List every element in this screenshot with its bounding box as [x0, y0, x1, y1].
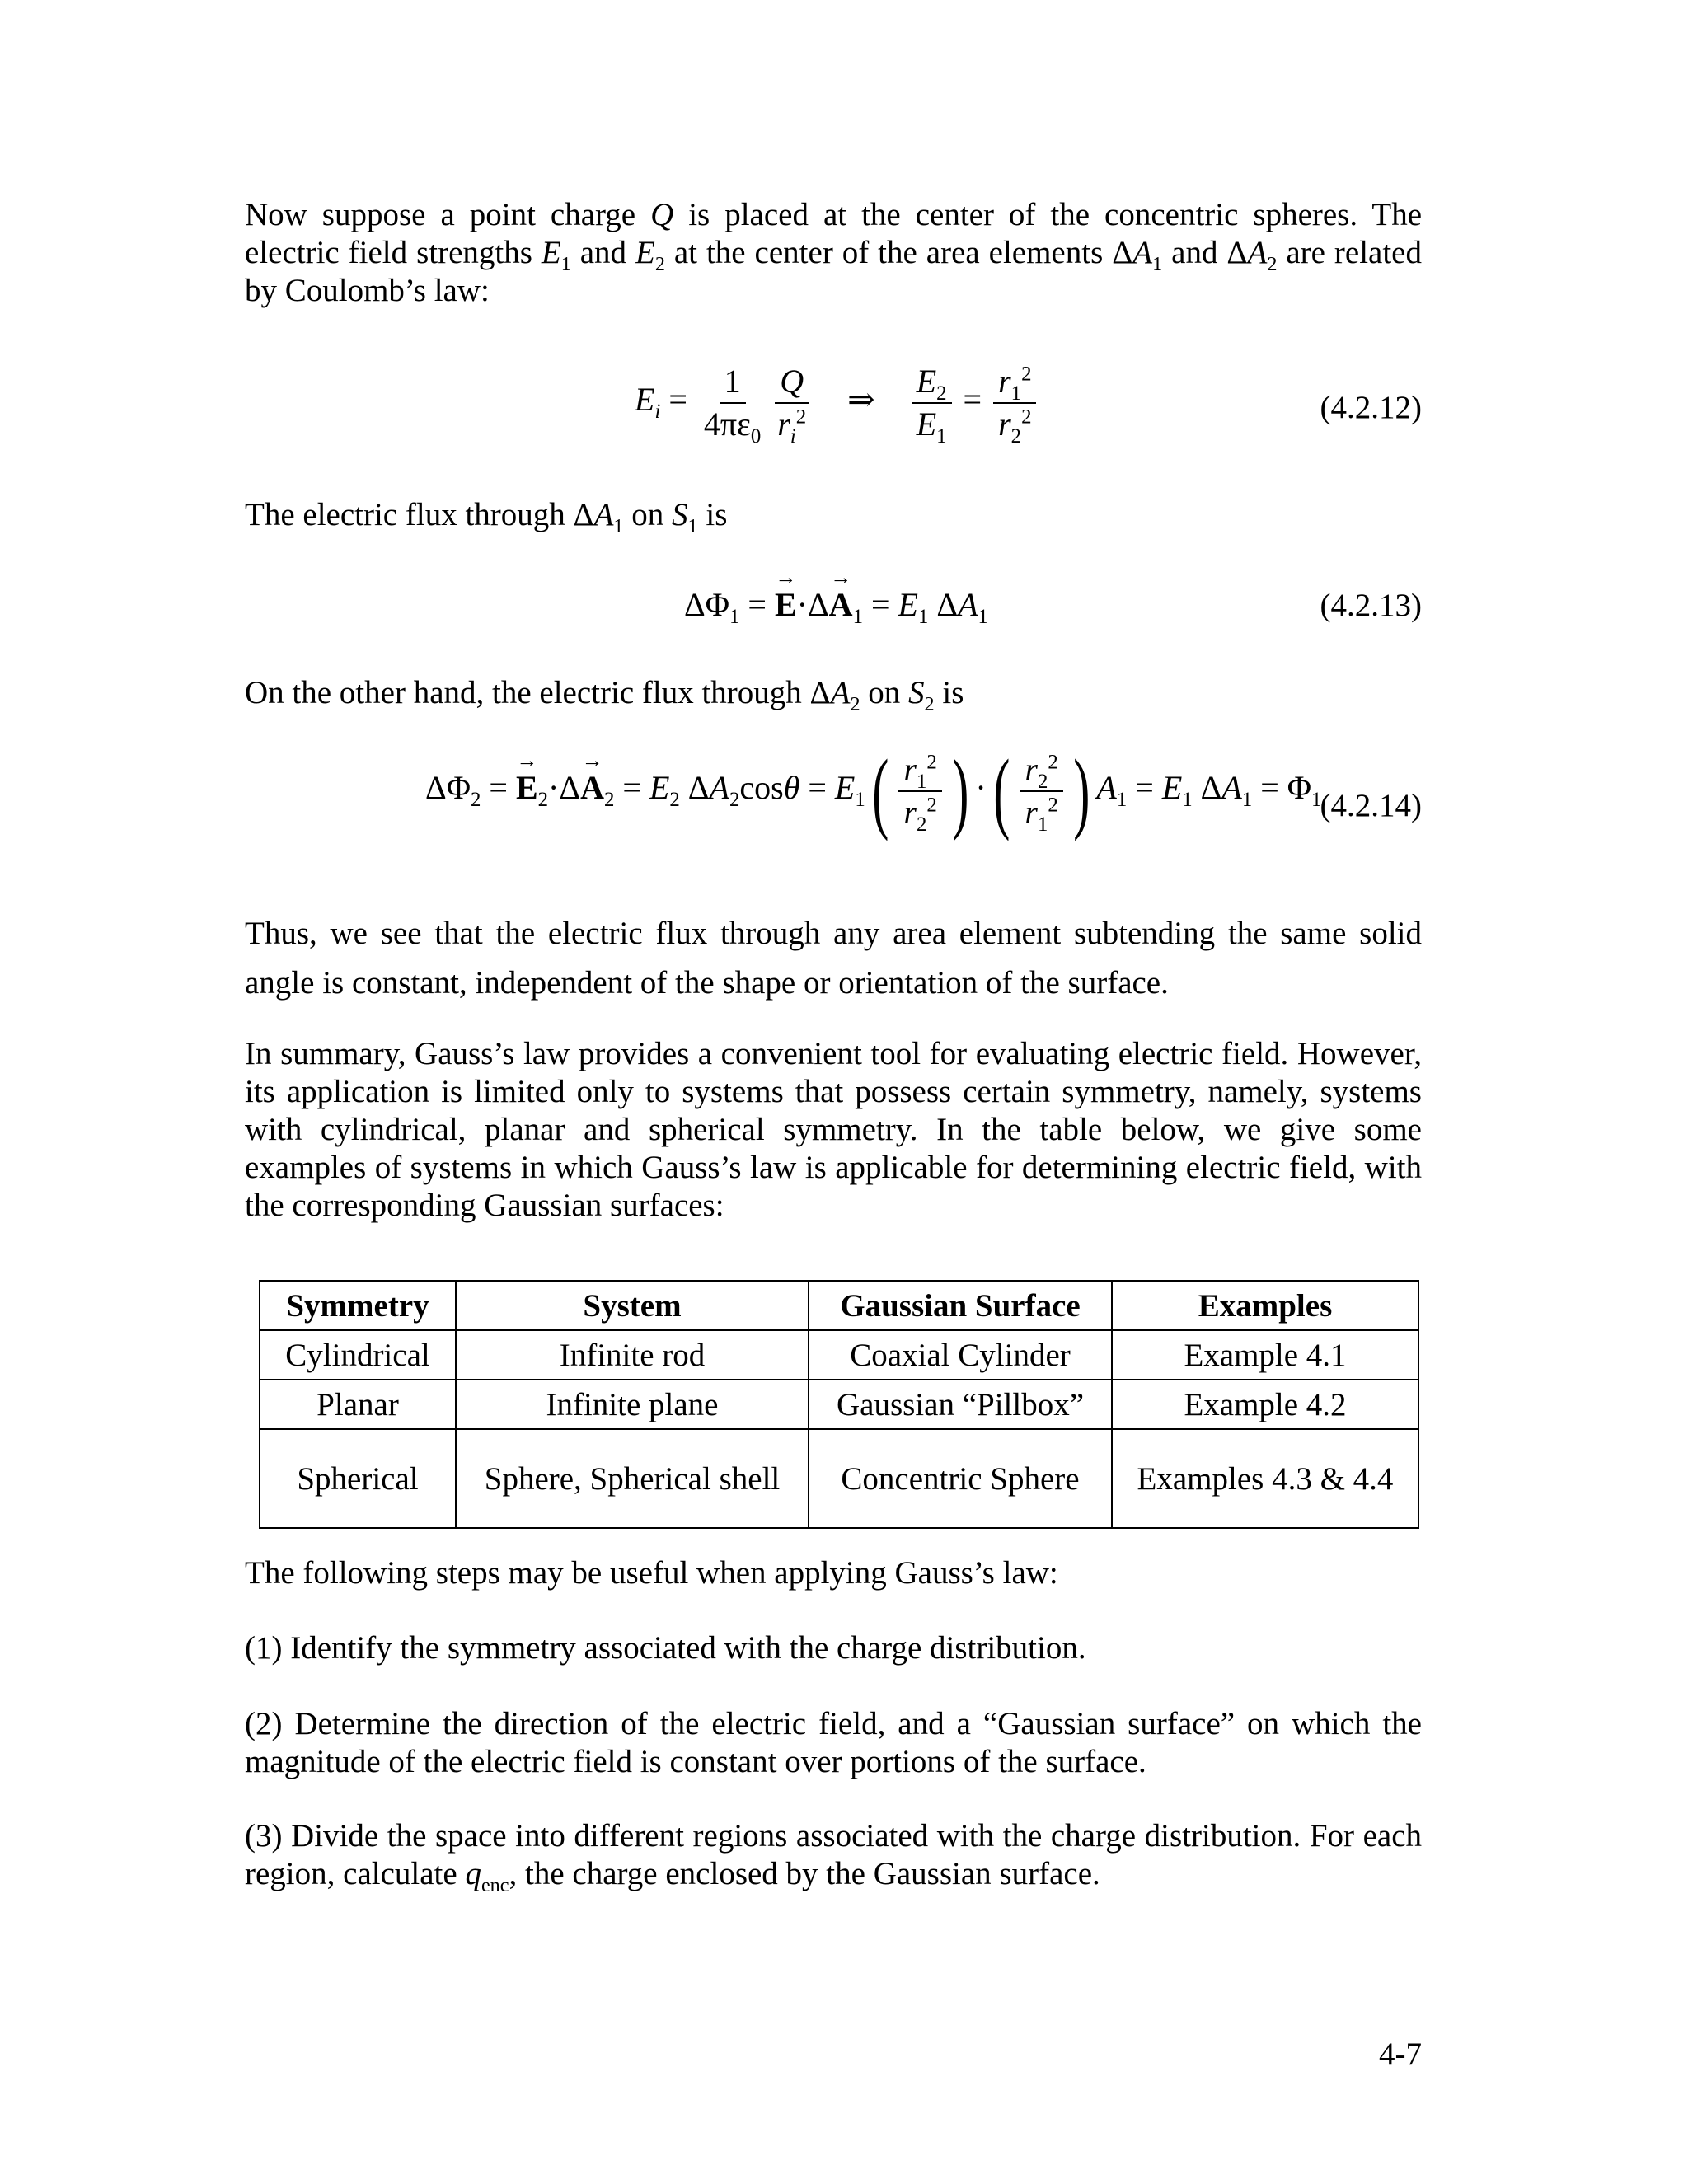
paragraph-steps-intro: The following steps may be useful when applying Gauss’s law:: [245, 1555, 1058, 1591]
paragraph-step-2: (2) Determine the direction of the electric field, and a “Gaussian surface” on which the magnitude of the electric field is constant over portions of the surface.: [245, 1706, 1422, 1779]
table-cell: Examples 4.3 & 4.4: [1112, 1429, 1418, 1528]
equation-flux-1: $\Delta\Phi_1$ = → $E\cdot\Delta\to A_1 = E_1$ $\Delta A_1$: [684, 585, 988, 624]
table-cell: Concentric Sphere: [809, 1429, 1112, 1528]
paragraph-coulomb-intro: Now suppose a point charge Q is placed at the center of the concentric spheres. The electric field strengths $E_1$ and $E_2$ at the center of the area elements $\Delta A_1$ and $\Delta A_2$ are related by Coulomb’s law:: [245, 197, 1423, 308]
table-header-symmetry: Symmetry: [260, 1281, 456, 1330]
paragraph-summary: In summary, Gauss’s law provides a convenient tool for evaluating electric field. However, its application is limited only to systems that possess certain symmetry, namely, systems with cylindrical, planar and spherical symmetry. In the table below, we give some examples of systems in which Gauss’s law is applicable for determining electric field, with the corresponding Gaussian surfaces:: [245, 1036, 1422, 1223]
paragraph-flux-s1: The electric flux through $\Delta A_1$ on $S_1$ is: [245, 497, 728, 537]
gauss-symmetry-table: [259, 1280, 1419, 1529]
paragraph-flux-constant: Thus, we see that the electric flux through any area element subtending the same solid angle is constant, independent of the shape or orientation of the surface.: [245, 916, 1422, 1001]
table-cell: Gaussian “Pillbox”: [809, 1380, 1112, 1429]
table-cell: Infinite rod: [456, 1330, 809, 1380]
table-row: [260, 1380, 1418, 1429]
page-number: 4-7: [1379, 2036, 1422, 2072]
equation-number-4-2-14: (4.2.14): [1320, 788, 1422, 823]
table-cell: Infinite plane: [456, 1380, 809, 1429]
table-header-row: [260, 1281, 1418, 1330]
table-header-gaussian-surface: Gaussian Surface: [809, 1281, 1112, 1330]
table-header-examples: Examples: [1112, 1281, 1418, 1330]
equation-number-4-2-12: (4.2.12): [1320, 390, 1422, 425]
table-cell: Sphere, Spherical shell: [456, 1429, 809, 1528]
table-cell: Planar: [260, 1380, 456, 1429]
table-row: [260, 1330, 1418, 1380]
equation-number-4-2-13: (4.2.13): [1320, 588, 1422, 623]
table-cell: Coaxial Cylinder: [809, 1330, 1112, 1380]
paragraph-step-3: (3) Divide the space into different regions associated with the charge distribution. For each region, calculate $q_{enc}$, the charge enclosed by the Gaussian surface.: [245, 1818, 1422, 1896]
table-cell: Example 4.1: [1112, 1330, 1418, 1380]
table-cell: Cylindrical: [260, 1330, 456, 1380]
table-header-system: System: [456, 1281, 809, 1330]
table-cell: Spherical: [260, 1429, 456, 1528]
equation-coulomb-law: $E_i$ = $\frac{1}{4\pi\varepsilon_0}$ $\frac{Q}{r_i^2}$ ⇒ $\frac{E_2}{E_1}$ = $\frac{r_1^2}{r_2^2}$: [635, 363, 1039, 443]
table-row: [260, 1429, 1418, 1528]
table-cell: Example 4.2: [1112, 1380, 1418, 1429]
paragraph-flux-s2: On the other hand, the electric flux through $\Delta A_2$ on $S_2$ is: [245, 675, 964, 715]
equation-flux-2: $\Delta\Phi_2$ = → $E_2\cdot\Delta\to A_2 = E_2$ $\Delta A_2\cos\theta = E_1$( $\frac{r_1^2}{r_2^2}$ ) ·( $\frac{r_2^2}{r_1^2}$ ) $A_1 = E_1$ $\Delta A_1 = \Phi_1$: [425, 746, 1321, 837]
paragraph-step-1: (1) Identify the symmetry associated with the charge distribution.: [245, 1630, 1086, 1666]
